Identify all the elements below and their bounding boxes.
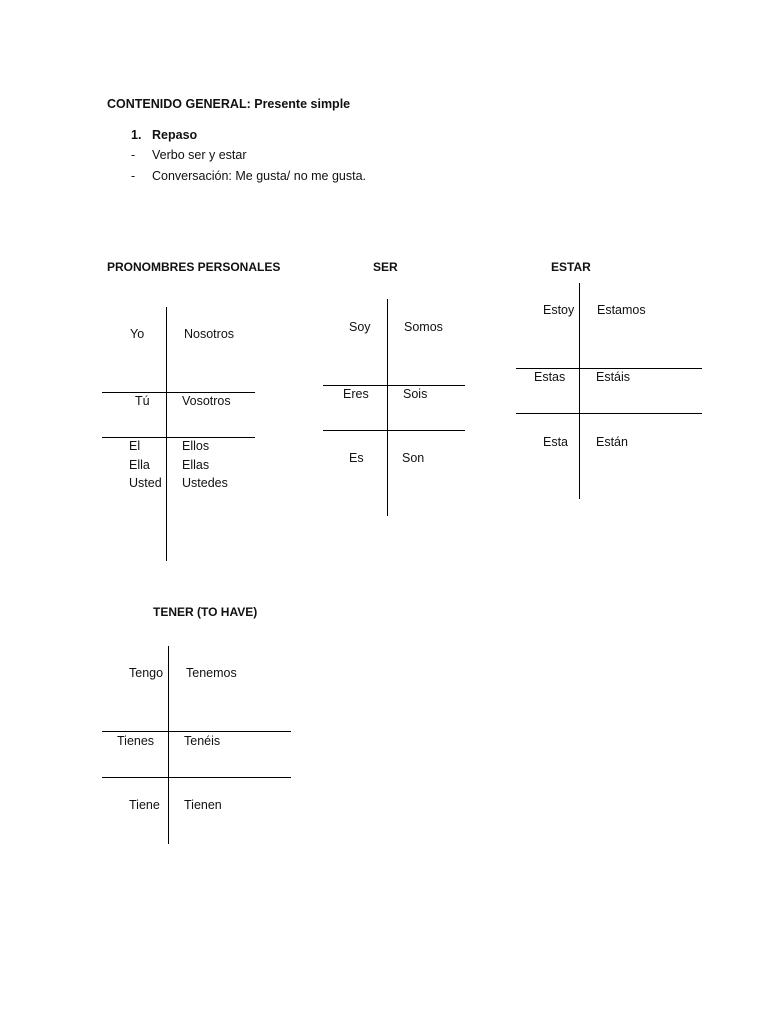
table-divider-horizontal	[323, 385, 465, 386]
tener-cell: Tienen	[184, 798, 222, 812]
table-divider-vertical	[168, 646, 169, 844]
pronoun-cell: Ellas	[182, 457, 210, 472]
table-divider-horizontal	[102, 437, 255, 438]
table-divider-horizontal	[516, 413, 702, 414]
estar-cell: Estas	[534, 370, 566, 384]
pronoun-cell: Ustedes	[182, 476, 228, 490]
tener-cell: Tenemos	[186, 666, 237, 680]
ser-cell: Es	[349, 451, 364, 465]
ser-cell: Soy	[349, 320, 371, 334]
outline-number: 1.	[131, 128, 142, 142]
table-title-tener: TENER (TO HAVE)	[153, 605, 258, 619]
table-divider-horizontal	[516, 368, 702, 369]
pronoun-cell: Usted	[129, 476, 162, 490]
table-title-ser: SER	[373, 260, 398, 274]
document-title	[107, 97, 350, 112]
ser-cell: Somos	[404, 320, 443, 334]
ser-cell: Sois	[403, 387, 428, 401]
pronoun-cell: El	[129, 439, 141, 453]
table-title-estar: ESTAR	[551, 260, 591, 274]
outline-title: Repaso	[152, 128, 198, 142]
table-divider-vertical	[579, 283, 580, 499]
table-divider-horizontal	[102, 777, 291, 778]
bullet-item: Conversación: Me gusta/ no me gusta.	[152, 169, 367, 183]
estar-cell: Estoy	[543, 303, 575, 317]
tener-cell: Tengo	[129, 666, 164, 680]
estar-cell: Estáis	[596, 370, 631, 384]
table-divider-horizontal	[102, 731, 291, 732]
tener-cell: Tienes	[117, 734, 155, 748]
tener-cell: Tenéis	[184, 734, 221, 748]
title-topic: Presente simple	[254, 97, 351, 111]
table-divider-horizontal	[323, 430, 465, 431]
table-title-pronombres: PRONOMBRES PERSONALES	[107, 260, 281, 274]
estar-cell: Están	[596, 435, 628, 449]
ser-cell: Eres	[343, 387, 369, 401]
pronoun-cell: Nosotros	[184, 327, 235, 341]
bullet-marker: -	[131, 148, 136, 162]
table-divider-horizontal	[102, 392, 255, 393]
tener-cell: Tiene	[129, 798, 160, 812]
table-divider-vertical	[166, 307, 167, 561]
pronoun-cell: Vosotros	[182, 394, 231, 408]
pronoun-cell-group	[129, 437, 162, 493]
pronoun-cell: Ellos	[182, 439, 210, 453]
pronoun-cell: Tú	[135, 394, 150, 408]
title-prefix: CONTENIDO GENERAL:	[107, 97, 251, 111]
pronoun-cell: Yo	[130, 327, 145, 341]
pronoun-cell-group	[182, 437, 228, 493]
bullet-item: Verbo ser y estar	[152, 148, 247, 162]
pronoun-cell: Ella	[129, 457, 150, 472]
bullet-marker: -	[131, 169, 136, 183]
ser-cell: Son	[402, 451, 425, 465]
table-divider-vertical	[387, 299, 388, 516]
estar-cell: Esta	[543, 435, 569, 449]
estar-cell: Estamos	[597, 303, 646, 317]
